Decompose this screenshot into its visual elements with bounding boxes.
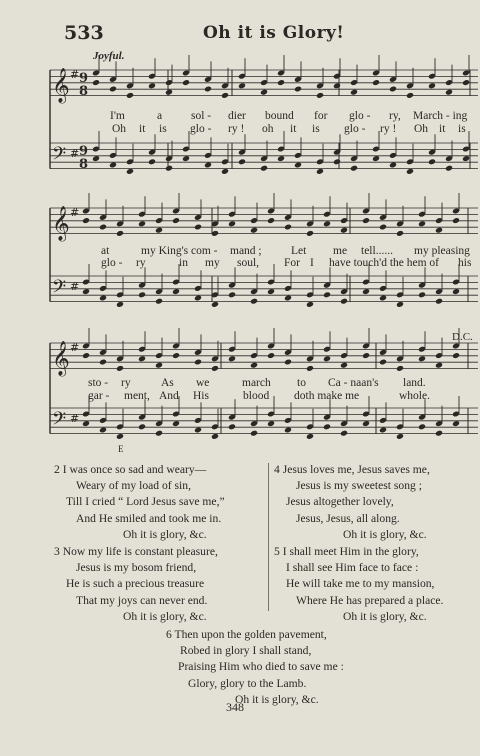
- notehead: [228, 291, 236, 298]
- verse-line: 5 I shall meet Him in the glory,: [274, 545, 419, 558]
- lyric-word: mand ;: [230, 245, 262, 257]
- verse-3: [54, 544, 218, 625]
- notehead: [155, 298, 163, 305]
- notehead: [389, 86, 397, 93]
- notehead: [396, 301, 404, 308]
- lyric-word: I: [310, 257, 314, 269]
- notehead: [194, 295, 202, 302]
- notehead: [316, 92, 324, 99]
- notehead: [372, 155, 380, 162]
- notehead: [155, 362, 163, 369]
- notehead: [116, 365, 124, 372]
- notehead: [99, 224, 107, 231]
- notehead: [462, 79, 470, 86]
- notehead: [445, 165, 453, 172]
- notehead: [350, 89, 358, 96]
- notehead: [116, 230, 124, 237]
- verse-4: [274, 462, 430, 543]
- notehead: [172, 352, 180, 359]
- time-signature: 9: [79, 144, 89, 159]
- notehead: [172, 217, 180, 224]
- notehead: [277, 79, 285, 86]
- lyric-word: dier: [228, 110, 246, 122]
- notehead: [138, 291, 146, 298]
- lyric-word: March - ing: [413, 110, 468, 122]
- notehead: [428, 82, 436, 89]
- notehead: [238, 82, 246, 89]
- lyric-word: glo -: [190, 123, 212, 135]
- lyric-word: we: [196, 377, 210, 389]
- notehead: [379, 359, 387, 366]
- verse-line: Oh it is glory, &c.: [235, 692, 319, 706]
- verse-line: Oh it is glory, &c.: [343, 527, 427, 541]
- hymn-number: 533: [64, 22, 104, 44]
- lyric-word: a: [157, 110, 163, 122]
- lyric-word: And: [159, 390, 179, 402]
- notehead: [435, 362, 443, 369]
- notehead: [82, 217, 90, 224]
- lyric-word: ry !: [380, 123, 397, 135]
- notehead: [362, 217, 370, 224]
- notehead: [267, 420, 275, 427]
- lyric-word: ry: [136, 257, 146, 269]
- notehead: [138, 355, 146, 362]
- notehead: [148, 158, 156, 165]
- lyric-word: whole.: [399, 390, 430, 402]
- sharp-sign: #: [70, 412, 80, 425]
- verse-line: Till I cried “ Lord Jesus save me,”: [66, 495, 225, 509]
- notehead: [306, 433, 314, 440]
- notehead: [340, 298, 348, 305]
- sharp-sign: #: [70, 280, 80, 293]
- notehead: [155, 227, 163, 234]
- verse-line: Where He has prepared a place.: [296, 593, 444, 607]
- notehead: [204, 162, 212, 169]
- notehead: [250, 362, 258, 369]
- notehead: [462, 155, 470, 162]
- verse-line: Oh it is glory, &c.: [343, 609, 427, 623]
- verse-line: 2 I was once so sad and weary—: [54, 463, 207, 476]
- lyric-word: my: [205, 257, 220, 269]
- lyric-word: glo -: [101, 257, 123, 269]
- notehead: [340, 362, 348, 369]
- notehead: [138, 423, 146, 430]
- notehead: [435, 298, 443, 305]
- notehead: [323, 220, 331, 227]
- lyric-word: have touch'd the hem of: [329, 257, 440, 269]
- da-capo-mark: D.C.: [452, 331, 473, 343]
- treble-clef: 𝄞: [52, 341, 70, 376]
- notehead: [406, 168, 414, 175]
- notehead: [452, 352, 460, 359]
- lyric-word: for: [314, 110, 328, 122]
- notehead: [306, 230, 314, 237]
- lyric-word: bound: [265, 110, 294, 122]
- verse-line: Praising Him who died to save me :: [178, 660, 344, 674]
- treble-clef: 𝄞: [52, 68, 70, 103]
- verse-line: Robed in glory I shall stand,: [180, 644, 312, 658]
- notehead: [284, 427, 292, 434]
- notehead: [109, 162, 117, 169]
- bass-clef: 𝄢: [52, 144, 67, 169]
- lyric-word: gar -: [88, 390, 110, 402]
- notehead: [323, 423, 331, 430]
- lyric-word: land.: [403, 377, 426, 389]
- notehead: [211, 301, 219, 308]
- notehead: [194, 224, 202, 231]
- notehead: [250, 227, 258, 234]
- verse-line: Jesus is my sweetest song ;: [296, 479, 422, 493]
- notehead: [362, 420, 370, 427]
- notehead: [340, 227, 348, 234]
- lyric-word: ment,: [124, 390, 150, 402]
- notehead: [228, 220, 236, 227]
- notehead: [306, 301, 314, 308]
- notehead: [194, 427, 202, 434]
- e-mark: E: [118, 444, 124, 454]
- lyric-word: march: [242, 377, 271, 389]
- notehead: [396, 433, 404, 440]
- column-divider: [268, 463, 269, 611]
- verse-2: [54, 462, 225, 543]
- tempo-marking: Joyful.: [93, 50, 125, 62]
- lyric-word: sto -: [88, 377, 109, 389]
- lyric-word: Oh: [414, 123, 429, 135]
- lyric-word: Let: [291, 245, 307, 257]
- notehead: [204, 86, 212, 93]
- lyric-word: his: [458, 257, 472, 269]
- notehead: [82, 420, 90, 427]
- verse-line: He is such a precious treasure: [66, 577, 205, 591]
- notehead: [221, 168, 229, 175]
- notehead: [294, 162, 302, 169]
- notehead: [267, 288, 275, 295]
- time-signature: 9: [79, 71, 89, 86]
- notehead: [92, 79, 100, 86]
- notehead: [267, 217, 275, 224]
- notehead: [284, 224, 292, 231]
- verse-line: Glory, glory to the Lamb.: [188, 676, 307, 690]
- notehead: [238, 158, 246, 165]
- notehead: [396, 365, 404, 372]
- notehead: [267, 352, 275, 359]
- verse-line: 3 Now my life is constant pleasure,: [54, 545, 218, 558]
- lyric-word: For: [284, 257, 300, 269]
- notehead: [418, 291, 426, 298]
- notehead: [260, 89, 268, 96]
- notehead: [418, 423, 426, 430]
- notehead: [452, 420, 460, 427]
- notehead: [362, 352, 370, 359]
- lyric-word: it: [139, 123, 146, 135]
- notehead: [323, 291, 331, 298]
- notehead: [228, 355, 236, 362]
- time-signature: 8: [79, 157, 89, 172]
- notehead: [284, 295, 292, 302]
- notehead: [99, 427, 107, 434]
- lyric-word: ry,: [389, 110, 401, 122]
- notehead: [126, 168, 134, 175]
- sharp-sign: #: [70, 147, 80, 160]
- notehead: [116, 433, 124, 440]
- lyric-word: ry !: [228, 123, 245, 135]
- notehead: [372, 79, 380, 86]
- notehead: [389, 162, 397, 169]
- lyric-word: oh: [262, 123, 274, 135]
- lyric-word: Oh: [112, 123, 127, 135]
- lyric-word: tell......: [361, 245, 393, 257]
- notehead: [379, 295, 387, 302]
- notehead: [116, 301, 124, 308]
- lyric-word: glo -: [344, 123, 366, 135]
- notehead: [452, 217, 460, 224]
- notehead: [228, 423, 236, 430]
- lyric-word: my King's com -: [141, 245, 218, 257]
- notehead: [211, 365, 219, 372]
- notehead: [182, 79, 190, 86]
- notehead: [294, 86, 302, 93]
- lyric-word: me: [333, 245, 348, 257]
- notehead: [165, 89, 173, 96]
- notehead: [379, 224, 387, 231]
- notehead: [126, 92, 134, 99]
- lyric-word: is: [312, 123, 320, 135]
- notehead: [362, 288, 370, 295]
- lyric-word: glo -: [349, 110, 371, 122]
- page-number: 348: [226, 700, 244, 714]
- lyric-word: in: [179, 257, 188, 269]
- notehead: [165, 165, 173, 172]
- notehead: [92, 155, 100, 162]
- lyric-word: to: [297, 377, 306, 389]
- verse-line: Oh it is glory, &c.: [123, 609, 207, 623]
- lyric-word: I'm: [110, 110, 125, 122]
- lyric-word: it: [290, 123, 297, 135]
- notehead: [211, 433, 219, 440]
- verse-line: I shall see Him face to face :: [286, 561, 419, 575]
- lyric-word: doth make me: [294, 390, 360, 402]
- verse-line: That my joys can never end.: [76, 593, 208, 607]
- notehead: [418, 220, 426, 227]
- notehead: [333, 158, 341, 165]
- verse-line: Jesus altogether lovely,: [286, 495, 394, 509]
- notehead: [260, 165, 268, 172]
- notehead: [350, 165, 358, 172]
- notehead: [340, 430, 348, 437]
- lyric-word: soul,: [237, 257, 260, 269]
- notehead: [435, 430, 443, 437]
- lyric-word: ry: [121, 377, 131, 389]
- bass-clef: 𝄢: [52, 277, 67, 302]
- time-signature: 8: [79, 84, 89, 99]
- sharp-sign: #: [70, 68, 80, 81]
- notehead: [172, 420, 180, 427]
- treble-clef: 𝄞: [52, 206, 70, 241]
- notehead: [194, 359, 202, 366]
- verse-5: [274, 544, 443, 625]
- lyric-word: sol -: [191, 110, 212, 122]
- notehead: [82, 352, 90, 359]
- lyric-word: As: [161, 377, 174, 389]
- notehead: [99, 295, 107, 302]
- notehead: [277, 155, 285, 162]
- notehead: [379, 427, 387, 434]
- lyric-word: my pleasing: [414, 245, 470, 257]
- notehead: [333, 82, 341, 89]
- verse-line: Oh it is glory, &c.: [123, 527, 207, 541]
- notehead: [138, 220, 146, 227]
- notehead: [418, 355, 426, 362]
- notehead: [172, 288, 180, 295]
- lyric-word: it: [439, 123, 446, 135]
- verse-6: [166, 627, 344, 708]
- notehead: [435, 227, 443, 234]
- lyric-word: Ca - naan's: [328, 377, 379, 389]
- lyric-word: at: [101, 245, 110, 257]
- notehead: [250, 298, 258, 305]
- sharp-sign: #: [70, 206, 80, 219]
- lyric-word: His: [193, 390, 209, 402]
- notehead: [155, 430, 163, 437]
- verse-line: 6 Then upon the golden pavement,: [166, 628, 327, 641]
- notehead: [82, 288, 90, 295]
- lyric-word: blood: [243, 390, 270, 402]
- verse-line: He will take me to my mansion,: [286, 577, 435, 591]
- notehead: [221, 92, 229, 99]
- lyric-word: is: [159, 123, 167, 135]
- notehead: [182, 155, 190, 162]
- notehead: [284, 359, 292, 366]
- verse-line: Jesus is my bosom friend,: [76, 561, 197, 575]
- sharp-sign: #: [70, 341, 80, 354]
- hymn-title: Oh it is Glory!: [203, 23, 345, 43]
- notehead: [316, 168, 324, 175]
- notehead: [148, 82, 156, 89]
- notehead: [428, 158, 436, 165]
- notehead: [406, 92, 414, 99]
- notehead: [396, 230, 404, 237]
- notehead: [306, 365, 314, 372]
- notehead: [250, 430, 258, 437]
- lyric-word: is: [458, 123, 466, 135]
- notehead: [109, 86, 117, 93]
- notehead: [323, 355, 331, 362]
- verse-line: And He smiled and took me in.: [76, 511, 222, 525]
- bass-clef: 𝄢: [52, 409, 67, 434]
- verse-line: Jesus, Jesus, all along.: [296, 511, 400, 525]
- verse-line: Weary of my load of sin,: [76, 479, 191, 493]
- notehead: [452, 288, 460, 295]
- notehead: [99, 359, 107, 366]
- notehead: [445, 89, 453, 96]
- verse-line: 4 Jesus loves me, Jesus saves me,: [274, 463, 430, 476]
